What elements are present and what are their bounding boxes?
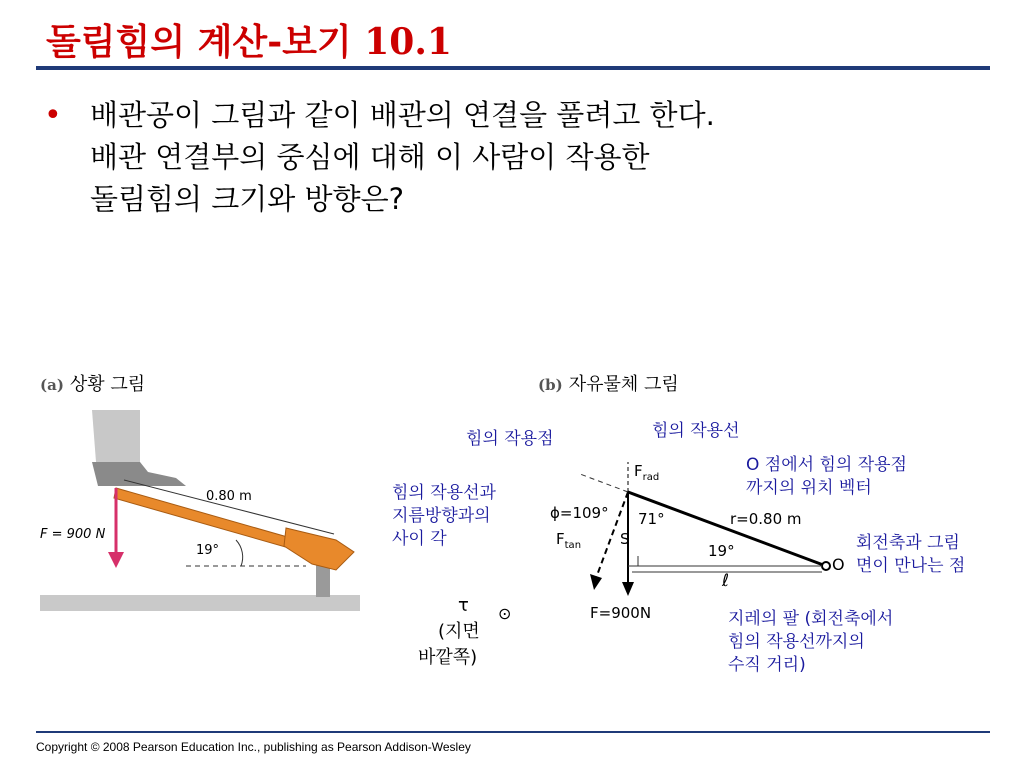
annotation-axis-2: 면이 만나는 점 — [856, 556, 966, 576]
bullet-line-3: 돌림힘의 크기와 방향은? — [90, 182, 404, 216]
pivot-point — [822, 562, 830, 570]
annotation-position-vector-2: 까지의 위치 벡터 — [746, 478, 872, 498]
f-rad-label: $F_{rad}$ — [634, 462, 660, 483]
force-vector-head — [622, 582, 634, 596]
right-angle-mark — [628, 556, 638, 566]
annotation-lever-arm-1: 지레의 팔 (회전축에서 — [728, 609, 894, 629]
bullet-line-2: 배관 연결부의 중심에 대해 이 사람이 작용한 — [90, 140, 650, 174]
f-tan-label: $F_{tan}$ — [556, 530, 582, 551]
annotation-axis-1: 회전축과 그림 — [856, 533, 960, 553]
angle-71-label: 71° — [638, 510, 665, 528]
angle-label: 19° — [196, 543, 220, 558]
figure-a-label: 상황 그림 — [69, 374, 146, 395]
angle-arc — [236, 540, 243, 566]
figure-a-tag: (a) — [40, 376, 64, 394]
figure-b-caption — [538, 370, 679, 396]
annotation-line-of-action: 힘의 작용선 — [652, 421, 740, 441]
force-value-label: F=900N — [590, 604, 652, 622]
wrench-head — [284, 528, 354, 570]
torque-note-1: (지면 — [438, 621, 480, 642]
bullet-line-1: 배관공이 그림과 같이 배관의 연결을 풀려고 한다. — [90, 98, 715, 132]
copyright-text: Copyright © 2008 Pearson Education Inc., publishing as Pearson Addison-Wesley — [36, 740, 471, 754]
lever-arm-symbol: ℓ — [722, 571, 730, 591]
torque-symbol: τ — [458, 595, 469, 616]
footer-divider — [36, 731, 990, 733]
annotation-position-vector — [746, 454, 907, 500]
bullet-text — [90, 94, 990, 220]
phi-label: ϕ=109° — [550, 504, 609, 522]
length-label: 0.80 m — [206, 489, 252, 504]
annotation-angle-3: 사이 각 — [392, 529, 447, 549]
pivot-label: O — [832, 555, 845, 574]
shoe — [92, 462, 186, 486]
figure-a-caption — [40, 370, 145, 396]
annotation-position-vector-1: O 점에서 힘의 작용점 — [746, 455, 907, 475]
figure-b-tag: (b) — [538, 376, 563, 394]
annotation-angle-1: 힘의 작용선과 — [392, 483, 496, 503]
s-label: S — [620, 530, 630, 548]
figure-a-drawing — [36, 400, 366, 620]
annotation-angle-2: 지름방향과의 — [392, 506, 491, 526]
annotation-lever-arm-2: 힘의 작용선까지의 — [728, 632, 865, 652]
radial-extension — [580, 474, 628, 492]
f-tan-head — [590, 574, 602, 590]
angle-19-label: 19° — [708, 542, 735, 560]
r-label: r=0.80 m — [730, 510, 802, 528]
title-divider — [36, 66, 990, 70]
annotation-lever-arm — [728, 608, 893, 677]
slide-title: 돌림힘의 계산-보기 10.1 — [46, 21, 452, 63]
figure-b-label: 자유물체 그림 — [568, 374, 679, 395]
annotation-application-point: 힘의 작용점 — [466, 429, 554, 449]
annotation-axis — [856, 532, 965, 578]
out-of-page-icon: ⊙ — [498, 604, 512, 623]
trouser-leg — [92, 410, 140, 462]
annotation-lever-arm-3: 수직 거리) — [728, 655, 806, 675]
floor — [40, 595, 360, 611]
annotation-angle — [392, 482, 496, 551]
force-arrow-head — [108, 552, 124, 568]
bullet-marker: • — [44, 98, 62, 133]
force-label: F = 900 N — [40, 527, 106, 542]
torque-note-2: 바깥쪽) — [418, 647, 478, 668]
